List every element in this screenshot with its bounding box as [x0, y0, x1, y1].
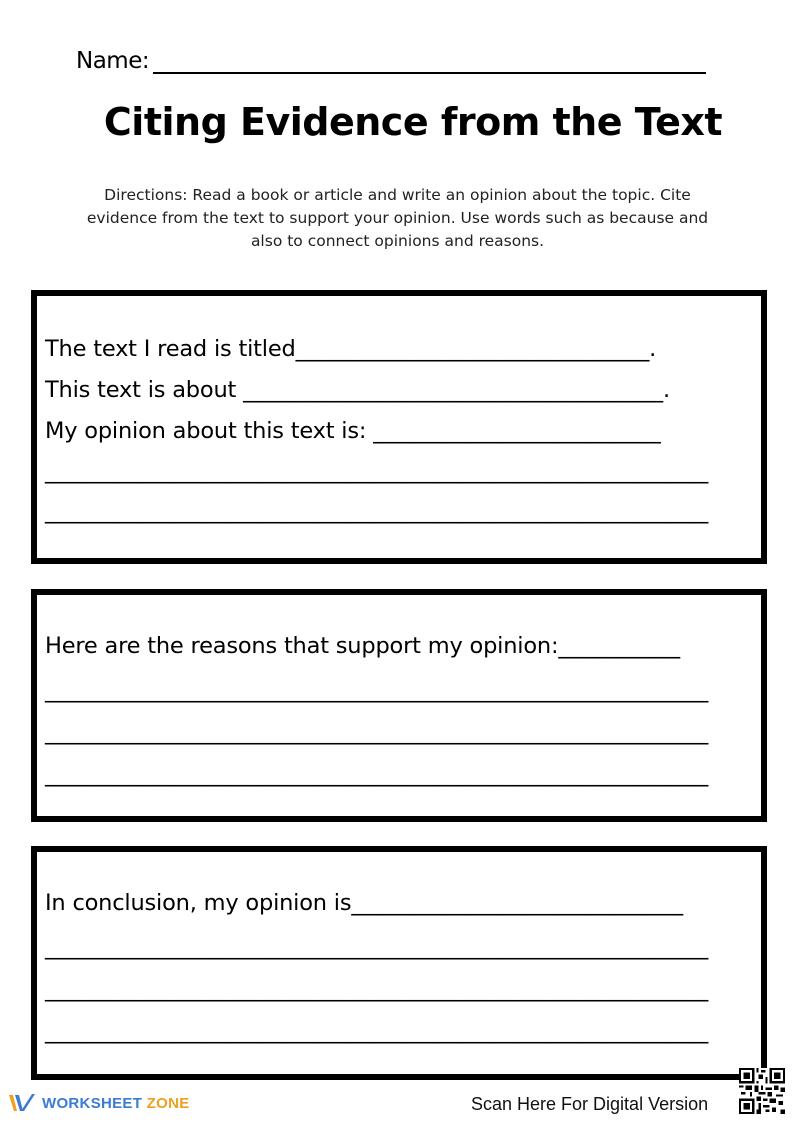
blank-writing-line[interactable]: ____________________________________________________________: [45, 677, 709, 703]
directions-text: Directions: Read a book or article and write an opinion about the topic. Cite evidence from the text to support your opinion. Use words such as because and also to connect opinions and reasons.: [86, 186, 709, 250]
reasons-box: [31, 589, 767, 822]
reasons-line[interactable]: Here are the reasons that support my opinion:___________: [45, 633, 680, 659]
qr-code-icon[interactable]: [739, 1068, 785, 1114]
blank-writing-line[interactable]: ____________________________________________________________: [45, 976, 709, 1002]
opinion-box: [31, 290, 767, 564]
text-about-line[interactable]: This text is about ______________________________________.: [45, 377, 670, 403]
name-label: Name:: [76, 48, 150, 74]
blank-writing-line[interactable]: ____________________________________________________________: [45, 934, 709, 960]
opinion-line[interactable]: My opinion about this text is: __________________________: [45, 418, 661, 444]
logo-text: [42, 1095, 190, 1112]
blank-writing-line[interactable]: ____________________________________________________________: [45, 761, 709, 787]
page-title: Citing Evidence from the Text: [103, 100, 723, 144]
conclusion-box: [31, 846, 767, 1080]
worksheet-zone-logo[interactable]: [8, 1092, 190, 1114]
logo-word-worksheet: WORKSHEET: [42, 1094, 143, 1112]
blank-writing-line[interactable]: ____________________________________________________________: [45, 1018, 709, 1044]
blank-writing-line[interactable]: ____________________________________________________________: [45, 458, 709, 484]
scan-instruction: Scan Here For Digital Version: [471, 1094, 709, 1114]
name-row: [76, 44, 706, 74]
conclusion-line[interactable]: In conclusion, my opinion is______________________________: [45, 890, 683, 916]
name-input-line[interactable]: [153, 50, 706, 74]
logo-word-zone: ZONE: [146, 1094, 190, 1112]
text-title-line[interactable]: The text I read is titled________________________________.: [45, 336, 657, 362]
worksheet-zone-logo-icon: [8, 1092, 36, 1114]
blank-writing-line[interactable]: ____________________________________________________________: [45, 498, 709, 524]
blank-writing-line[interactable]: ____________________________________________________________: [45, 719, 709, 745]
